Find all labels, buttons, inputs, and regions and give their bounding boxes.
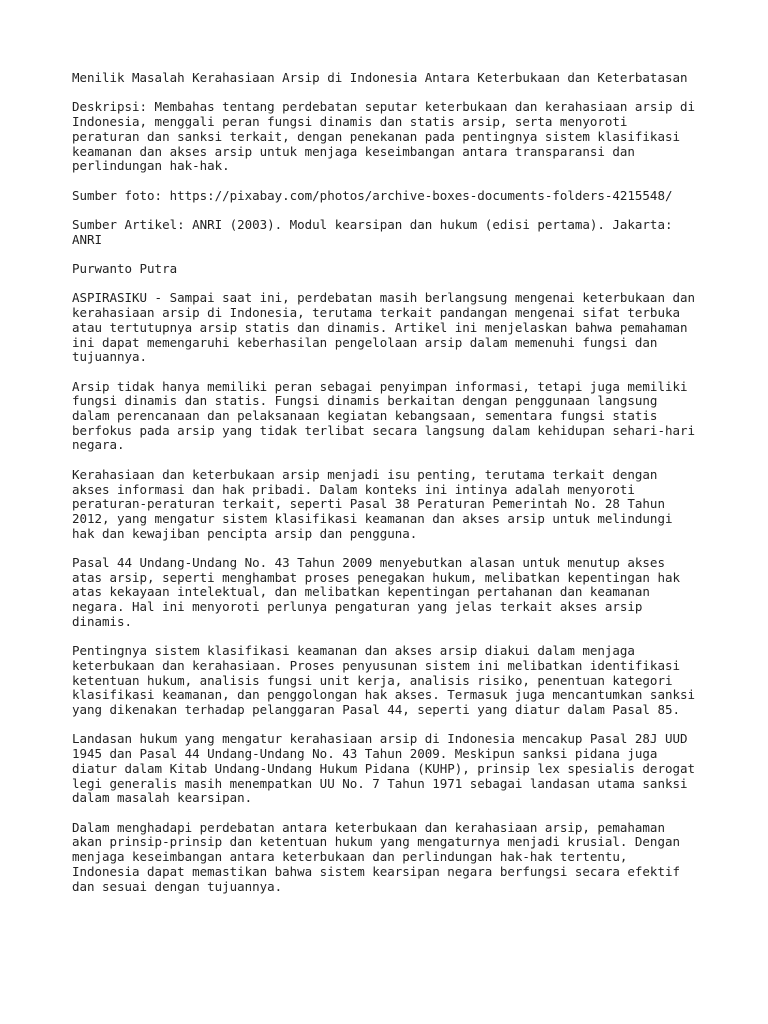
body-paragraph: Pentingnya sistem klasifikasi keamanan dan akses arsip diakui dalam menjaga keterbukaan dan kerahasiaan. Proses penyusunan sistem ini melibatkan identifikasi ketentuan hukum, analisis fungsi unit kerja, analisis risiko, penentuan kategori klasifikasi keamanan, dan penggolongan hak akses. Termasuk juga mencantumkan sanksi yang dikenakan terhadap pelanggaran Pasal 44, seperti yang diatur dalam Pasal 85.: [72, 643, 695, 718]
body-paragraph: Pasal 44 Undang-Undang No. 43 Tahun 2009 menyebutkan alasan untuk menutup akses atas arsip, seperti menghambat proses penegakan hukum, melibatkan kepentingan hak atas kekayaan intelektual, dan melibatkan kepentingan pertahanan dan keamanan negara. Hal ini menyoroti perlunya pengaturan yang jelas terkait akses arsip dinamis.: [72, 555, 680, 629]
body-paragraph: Kerahasiaan dan keterbukaan arsip menjadi isu penting, terutama terkait dengan akses informasi dan hak pribadi. Dalam konteks ini intinya adalah menyoroti peraturan-peraturan terkait, seperti Pasal 38 Peraturan Pemerintah No. 28 Tahun 2012, yang mengatur sistem klasifikasi keamanan dan akses arsip untuk melindungi hak dan kewajiban pencipta arsip dan pengguna.: [72, 466, 673, 541]
document-page: [72, 71, 712, 909]
body-paragraph: Arsip tidak hanya memiliki peran sebagai penyimpan informasi, tetapi juga memiliki fungsi dinamis dan statis. Fungsi dinamis berkaitan dengan penggunaan langsung dalam perencanaan dan pelaksanaan kegiatan kebangsaan, sementara fungsi statis berfokus pada arsip yang tidak terlibat secara langsung dalam kehidupan sehari-hari negara.: [72, 378, 695, 453]
photo-source: Sumber foto: https://pixabay.com/photos/archive-boxes-documents-folders-4215548/: [72, 187, 673, 203]
author-name: Purwanto Putra: [72, 261, 178, 277]
article-source: Sumber Artikel: ANRI (2003). Modul kearsipan dan hukum (edisi pertama). Jakarta: ANRI: [72, 216, 673, 247]
body-paragraph: Dalam menghadapi perdebatan antara keterbukaan dan kerahasiaan arsip, pemahaman akan prinsip-prinsip dan ketentuan hukum yang mengaturnya menjadi krusial. Dengan menjaga keseimbangan antara keterbukaan dan perlindungan hak-hak tertentu, Indonesia dapat memastikan bahwa sistem kearsipan negara berfungsi secara efektif dan sesuai dengan tujuannya.: [72, 819, 680, 894]
document-title: Menilik Masalah Kerahasiaan Arsip di Indonesia Antara Keterbukaan dan Keterbatasan: [72, 70, 688, 85]
body-paragraph: ASPIRASIKU - Sampai saat ini, perdebatan masih berlangsung mengenai keterbukaan dan kerahasiaan arsip di Indonesia, terutama terkait pandangan mengenai sifat terbuka atau tertutupnya arsip statis dan dinamis. Artikel ini menjelaskan bahwa pemahaman ini dapat memengaruhi keberhasilan pengelolaan arsip dalam memenuhi fungsi dan tujuannya.: [72, 290, 695, 365]
document-description: Deskripsi: Membahas tentang perdebatan seputar keterbukaan dan kerahasiaan arsip di Indonesia, menggali peran fungsi dinamis dan statis arsip, serta menyoroti peraturan dan sanksi terkait, dengan penekanan pada pentingnya sistem klasifikasi keamanan dan akses arsip untuk menjaga keseimbangan antara transparansi dan perlindungan hak-hak.: [72, 99, 695, 174]
body-paragraph: Landasan hukum yang mengatur kerahasiaan arsip di Indonesia mencakup Pasal 28J UUD 1945 dan Pasal 44 Undang-Undang No. 43 Tahun 2009. Meskipun sanksi pidana juga diatur dalam Kitab Undang-Undang Hukum Pidana (KUHP), prinsip lex spesialis derogat legi generalis masih menempatkan UU No. 7 Tahun 1971 sebagai landasan utama sanksi dalam masalah kearsipan.: [72, 731, 695, 806]
